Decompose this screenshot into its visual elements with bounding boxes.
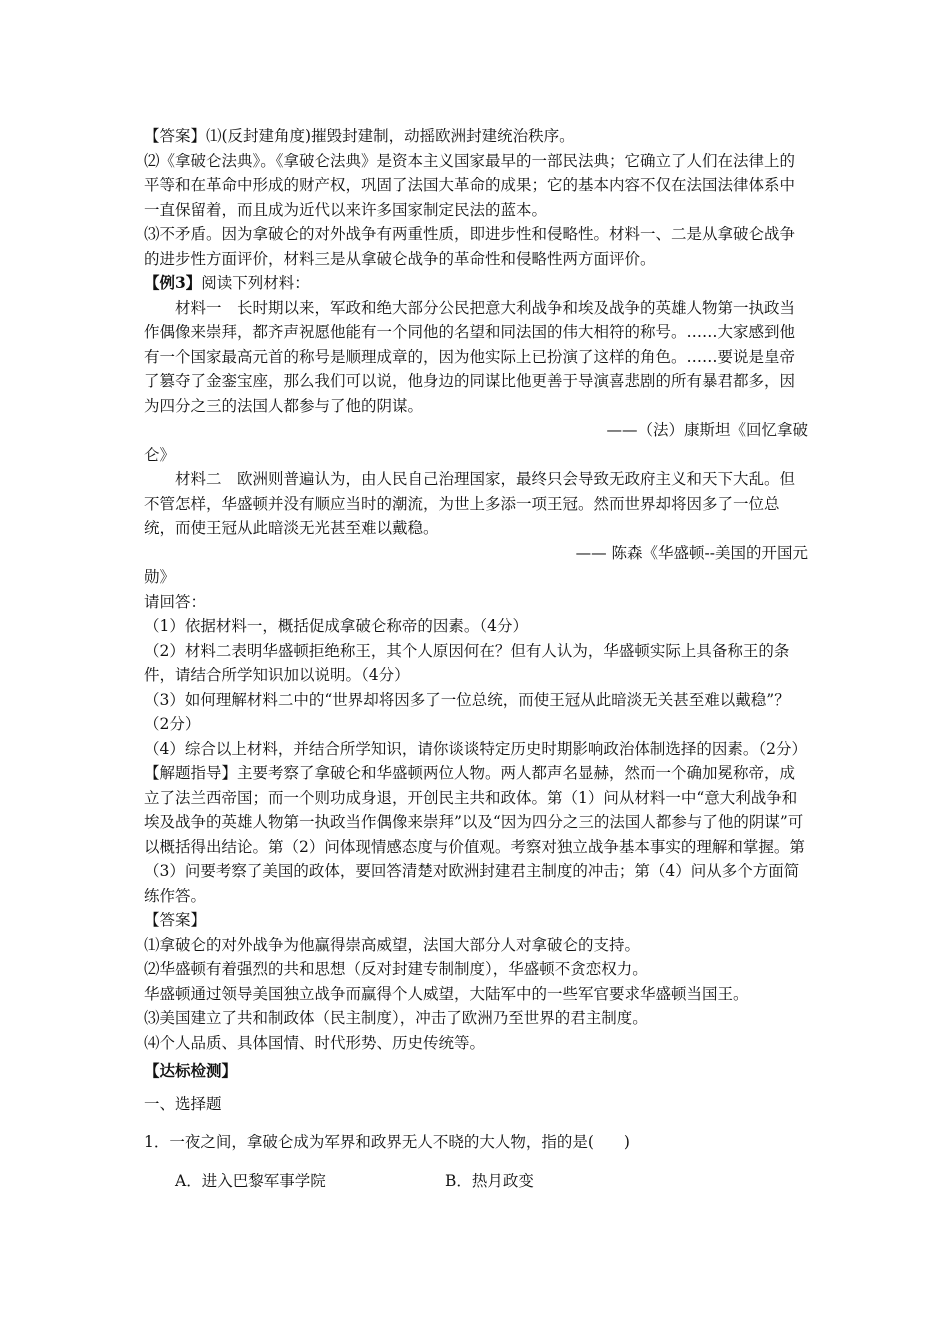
example-3-label: 【例3】 [144,273,202,292]
material-1-source-cont: 仑》 [144,445,176,464]
answer-line-1: 【答案】⑴(反封建角度)摧毁封建制，动摇欧洲封建统治秩序。 [144,127,575,145]
test-heading: 【达标检测】 [144,1061,238,1080]
material-1: 材料一 长时期以来，军政和绝大部分公民把意大利战争和埃及战争的英雄人物第一执政当作偶像来崇拜，都齐声祝愿他能有一个同他的名望和同法国的伟大相符的称号。……大家感到他有一个国家最高元首的称号是顺理成章的，因为他实际上已扮演了这样的角色。……要说是皇帝了篡夺了金銮宝座，那么我们可以说，他身边的同谋比他更善于导演喜悲剧的所有暴君都多，因为四分之三的法国人都参与了他的阴谋。 [144,298,796,415]
material-2: 材料二 欧洲则普遍认为，由人民自己治理国家，最终只会导致无政府主义和天下大乱。但不管怎样，华盛顿并没有顺应当时的潮流，为世上多添一项王冠。然而世界却将因多了一位总统，而使王冠从此暗淡无光甚至难以戴稳。 [144,470,796,537]
question-4: （4）综合以上材料，并结合所学知识，请你谈谈特定历史时期影响政治体制选择的因素。（2分） [144,739,807,758]
example-3-heading [144,271,808,296]
answer-heading: 【答案】 [144,911,207,929]
answer-item-2-cont: 华盛顿通过领导美国独立战争而赢得个人威望，大陆军中的一些军官要求华盛顿当国王。 [144,984,749,1003]
test-question-1-stem: 1．一夜之间，拿破仑成为军界和政界无人不晓的大人物，指的是( [144,1133,594,1151]
option-a: A．进入巴黎军事学院 [175,1171,326,1190]
example-3-instruction: 阅读下列材料： [201,274,310,292]
question-1: （1）依据材料一，概括促成拿破仑称帝的因素。（4分） [144,617,528,635]
question-2: （2）材料二表明华盛顿拒绝称王，其个人原因何在？但有人认为，华盛顿实际上具备称王的条件，请结合所学知识加以说明。（4分） [144,641,790,684]
question-3: （3）如何理解材料二中的“世界却将因多了一位总统，而使王冠从此暗淡无关甚至难以戴稳”？（2分） [144,690,790,733]
test-question-1-close: ) [623,1133,630,1151]
material-2-source-cont: 勋》 [144,568,176,586]
section-title: 一、选择题 [144,1094,222,1113]
answer-item-4: ⑷个人品质、具体国情、时代形势、历史传统等。 [144,1033,486,1052]
answer-line-2: ⑵《拿破仑法典》。《拿破仑法典》是资本主义国家最早的一部民法典；它确立了人们在法律上的平等和在革命中形成的财产权，巩固了法国大革命的成果；它的基本内容不仅在法国法律体系中一直保留着，而且成为近代以来许多国家制定民法的蓝本。 [144,151,796,219]
solution-guide: 【解题指导】主要考察了拿破仑和华盛顿两位人物。两人都声名显赫，然而一个确加冕称帝，成立了法兰西帝国；而一个则功成身退，开创民主共和政体。第（1）问从材料一中“意大利战争和埃及战争的英雄人物第一执政当作偶像来崇拜”以及“因为四分之三的法国人都参与了他的阴谋”可以概括得出结论。第（2）问体现情感态度与价值观。考察对独立战争基本事实的理解和掌握。第（3）问要考察了美国的政体，要回答清楚对欧洲封建君主制度的冲击；第（4）问从多个方面简练作答。 [144,764,805,905]
option-b: B．热月政变 [445,1171,534,1190]
document-content [144,124,808,1193]
material-1-source: ——（法）康斯坦《回忆拿破 [606,421,808,439]
answer-prompt: 请回答： [144,592,207,611]
test-question-1 [144,1130,808,1155]
answer-item-1: ⑴拿破仑的对外战争为他赢得崇高威望，法国大部分人对拿破仑的支持。 [144,935,641,954]
answer-item-3: ⑶美国建立了共和制政体（民主制度），冲击了欧洲乃至世界的君主制度。 [144,1009,648,1027]
test-question-1-options [144,1169,808,1194]
answer-line-3: ⑶不矛盾。因为拿破仑的对外战争有两重性质，即进步性和侵略性。材料一、二是从拿破仑战争的进步性方面评价，材料三是从拿破仑战争的革命性和侵略性两方面评价。 [144,225,796,268]
answer-item-2: ⑵华盛顿有着强烈的共和思想（反对封建专制制度），华盛顿不贪恋权力。 [144,960,648,978]
material-2-source: —— 陈森《华盛顿--美国的开国元 [575,543,808,562]
